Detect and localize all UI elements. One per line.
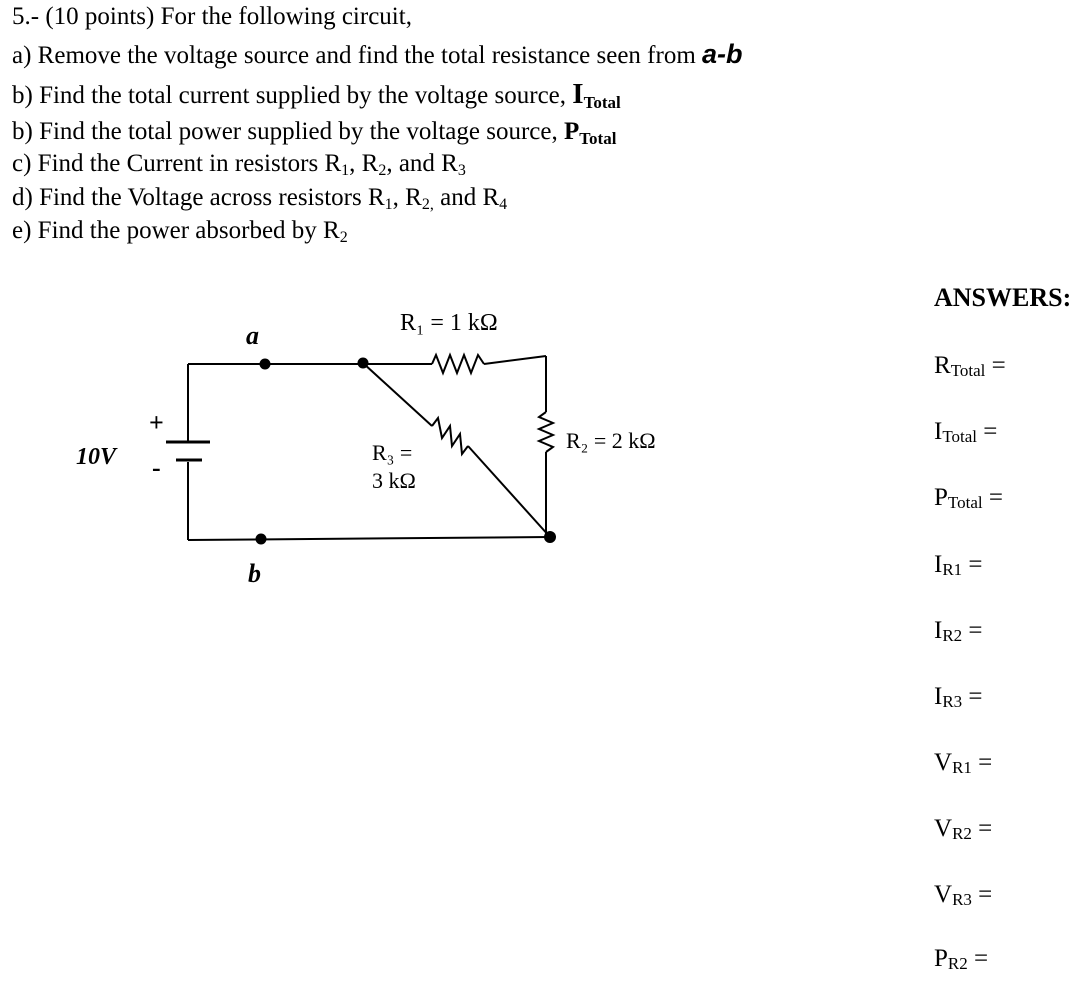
answers-title: ANSWERS: [934, 283, 1072, 312]
answer-main: I [934, 683, 943, 710]
answer-sub: Total [942, 427, 978, 446]
wire-bottom [188, 537, 550, 540]
part-b2-text: b) Find the total power supplied by the voltage source, [12, 118, 564, 145]
answer-i-r1 [934, 550, 983, 585]
answer-sub: R2 [952, 824, 972, 843]
answer-sub: R2 [942, 626, 963, 645]
answer-v-r1 [934, 748, 992, 783]
part-c-sub2: 2 [378, 162, 387, 179]
answer-main: I [934, 617, 943, 644]
node-a-dot [260, 359, 271, 370]
answer-r-total [934, 351, 1006, 386]
answer-sub: Total [950, 361, 986, 380]
plus-sign: + [149, 408, 164, 437]
minus-sign: - [152, 453, 161, 482]
node-b-label: b [248, 559, 261, 588]
answer-eq: = [962, 617, 983, 644]
answer-eq: = [982, 484, 1003, 511]
resistor-r2 [539, 412, 553, 452]
answer-main: P [934, 484, 948, 511]
part-d-sub2: 2, [421, 196, 434, 213]
answer-sub: R3 [952, 890, 972, 909]
answer-eq: = [977, 418, 998, 445]
var-i-main: I [572, 78, 584, 110]
part-c-sub3: 3 [457, 162, 466, 179]
answer-eq: = [971, 881, 993, 908]
answer-i-r2 [934, 616, 983, 651]
resistor-r3 [432, 418, 468, 454]
r2-label: R₂ = 2 kΩ [566, 428, 656, 453]
answer-eq: = [962, 683, 983, 710]
r3-label-line1: R₃ = [372, 440, 413, 465]
part-d-text2: , R [392, 184, 422, 211]
node-b-dot [256, 534, 267, 545]
var-p-sub: Total [579, 129, 617, 148]
answer-i-r3 [934, 682, 983, 717]
answer-main: R [934, 352, 951, 379]
answer-main: I [934, 418, 943, 445]
source-label: 10V [76, 444, 117, 470]
answer-sub: R3 [942, 692, 963, 711]
r1-label: R₁ = 1 kΩ [400, 310, 498, 336]
answer-sub: Total [947, 493, 983, 512]
answer-main: I [934, 551, 943, 578]
r3-label-line2: 3 kΩ [372, 468, 416, 493]
answer-main: V [934, 749, 953, 776]
answer-p-total [934, 483, 1003, 518]
answer-eq: = [962, 551, 983, 578]
part-d-sub3: 4 [499, 196, 508, 213]
part-c-text: c) Find the Current in resistors R [12, 150, 342, 177]
part-d-text3: and R [433, 184, 500, 211]
resistor-r1 [432, 355, 484, 373]
part-b1-text: b) Find the total current supplied by the voltage source, [12, 82, 573, 109]
answer-eq: = [967, 945, 989, 972]
wire-diag-bottom [468, 446, 550, 537]
answer-sub: R2 [947, 954, 968, 973]
answer-eq: = [971, 749, 993, 776]
answer-eq: = [985, 352, 1006, 379]
var-p-main: P [563, 118, 580, 145]
part-c-text3: , and R [386, 150, 458, 177]
question-header: 5.- (10 points) For the following circuit, [12, 3, 412, 30]
terminals-ab: a-b [702, 39, 743, 69]
answer-v-r3 [934, 880, 992, 915]
answer-sub: R1 [942, 560, 963, 579]
part-a-text: a) Remove the voltage source and find the total resistance seen from [12, 42, 703, 69]
answer-main: V [934, 815, 953, 842]
node-top-junction [358, 358, 369, 369]
wire-r1-right [484, 356, 546, 364]
answer-eq: = [971, 815, 993, 842]
answer-v-r2 [934, 814, 992, 849]
answer-p-r2 [934, 944, 988, 979]
node-a-label: a [246, 321, 259, 350]
answer-main: P [934, 945, 948, 972]
part-c-sub1: 1 [341, 162, 350, 179]
wire-diag-top [363, 363, 432, 426]
part-e-sub1: 2 [339, 229, 348, 246]
var-i-sub: Total [583, 93, 621, 112]
part-e-text: e) Find the power absorbed by R [12, 217, 340, 244]
answer-sub: R1 [952, 758, 972, 777]
part-d-sub1: 1 [384, 196, 393, 213]
part-c-text2: , R [349, 150, 379, 177]
node-bottom-junction [544, 531, 556, 543]
answer-main: V [934, 881, 953, 908]
part-d-text: d) Find the Voltage across resistors R [12, 184, 385, 211]
answer-i-total [934, 417, 997, 452]
